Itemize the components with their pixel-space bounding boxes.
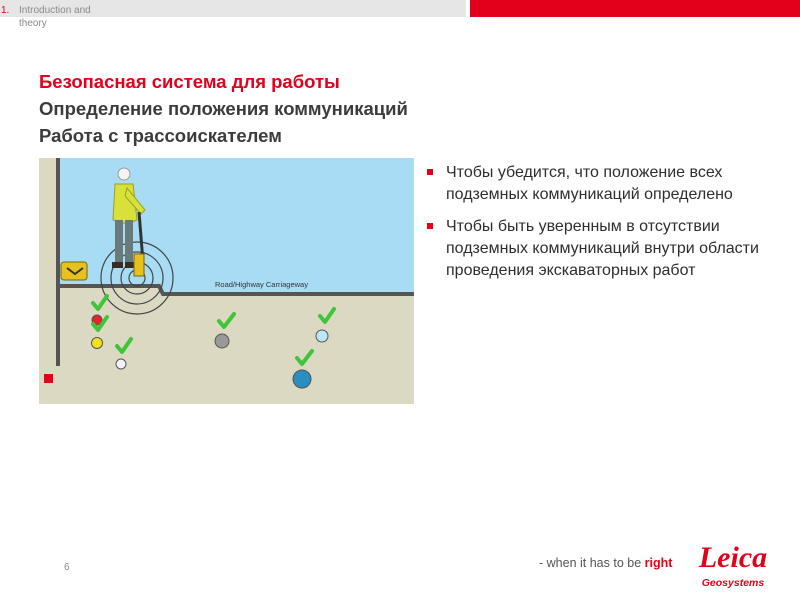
bullet-text: Чтобы убедится, что положение всех подземных коммуникаций определено [446,164,733,203]
red-marker [44,374,53,383]
tagline-emphasis: right [644,556,673,570]
slide-subtitle-2: Работа с трассоискателем [39,125,282,146]
bullet-item [427,162,787,206]
slide-title: Безопасная система для работы [39,71,340,92]
bullet-item [427,216,787,282]
wall-edge [56,158,60,366]
utility-location-illustration [39,158,414,404]
slide-title-block [39,68,408,149]
top-bar-accent [470,0,800,17]
page-number: 6 [64,562,70,573]
bullet-square-icon [427,223,433,229]
bullet-text: Чтобы быть уверенным в отсутствии подземных коммуникаций внутри области проведения экскаваторных работ [446,218,759,279]
section-title: Introduction and theory [19,5,91,29]
logo-wordmark: Leica [698,541,768,574]
logo-subtext: Geosystems [701,577,765,589]
road-label: Road/Highway Carriageway [215,280,308,289]
bullet-square-icon [427,169,433,175]
leica-logo [690,537,776,591]
tagline [539,556,672,570]
bullet-list [427,162,787,292]
tagline-prefix: - when it has to be [539,556,645,570]
section-number: 1. [1,5,10,16]
slide-subtitle: Определение положения коммуникаций [39,98,408,119]
transmitter-icon [61,262,87,280]
